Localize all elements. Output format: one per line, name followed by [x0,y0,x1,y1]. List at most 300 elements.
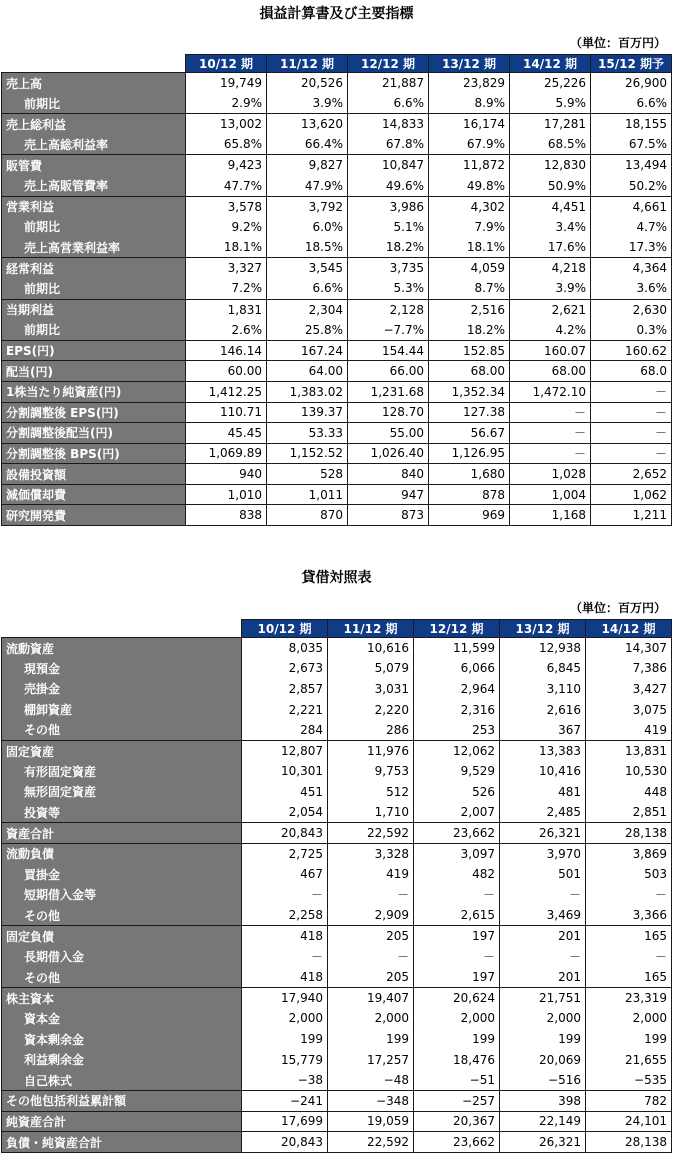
income-table-row [2,114,672,135]
balance-cell: 3,075 [586,699,672,720]
balance-table-row [2,782,672,803]
balance-row-label: 利益剰余金 [2,1049,242,1070]
income-cell: 65.8% [186,134,267,155]
balance-column-header: 14/12 期 [586,620,672,638]
income-cell: － [510,402,591,423]
income-row-label: 売上高営業利益率 [2,237,186,258]
balance-cell: 20,367 [414,1111,500,1132]
balance-table-row [2,1049,672,1070]
income-cell: 20,526 [267,73,348,94]
income-cell: 878 [429,484,510,505]
income-cell: 947 [348,484,429,505]
income-cell: 56.67 [429,423,510,444]
balance-row-label: 資本剰余金 [2,1029,242,1050]
balance-cell: 2,316 [414,699,500,720]
income-cell: 14,833 [348,114,429,135]
balance-row-label: 固定資産 [2,740,242,761]
income-cell: 60.00 [186,361,267,382]
balance-cell: 1,710 [328,802,414,823]
balance-cell: 10,416 [500,761,586,782]
balance-cell: −38 [242,1070,328,1091]
income-cell: 68.5% [510,134,591,155]
income-table-row [2,299,672,320]
balance-cell: 20,843 [242,823,328,844]
income-row-label: 経常利益 [2,258,186,279]
income-cell: 4,218 [510,258,591,279]
balance-cell: 17,699 [242,1111,328,1132]
balance-cell: −257 [414,1091,500,1112]
income-cell: 19,749 [186,73,267,94]
balance-cell: 2,615 [414,905,500,926]
income-row-label: EPS(円) [2,340,186,361]
income-cell: 17,281 [510,114,591,135]
balance-cell: 2,909 [328,905,414,926]
income-table-row [2,134,672,155]
income-cell: 528 [267,464,348,485]
balance-cell: － [242,885,328,906]
income-table-row [2,196,672,217]
balance-cell: 201 [500,967,586,988]
income-table-row [2,443,672,464]
income-row-label: 1株当たり純資産(円) [2,381,186,402]
balance-table-row [2,658,672,679]
income-cell: 9.2% [186,217,267,238]
income-cell: 1,168 [510,505,591,526]
balance-cell: 28,138 [586,1132,672,1153]
balance-cell: 22,592 [328,823,414,844]
balance-row-label: 流動負債 [2,843,242,864]
income-table-row [2,361,672,382]
income-table-row [2,320,672,341]
balance-cell: 467 [242,864,328,885]
income-cell: 2,652 [591,464,672,485]
balance-cell: 2,000 [242,1008,328,1029]
balance-cell: 481 [500,782,586,803]
balance-cell: 418 [242,967,328,988]
balance-cell: −516 [500,1070,586,1091]
income-cell: 67.5% [591,134,672,155]
balance-cell: 10,530 [586,761,672,782]
balance-cell: 286 [328,720,414,741]
balance-cell: 2,000 [586,1008,672,1029]
income-cell: 8.7% [429,278,510,299]
balance-cell: 2,258 [242,905,328,926]
income-cell: 870 [267,505,348,526]
balance-table-row [2,905,672,926]
balance-row-label: 自己株式 [2,1070,242,1091]
income-table-row [2,73,672,94]
balance-cell: 23,319 [586,988,672,1009]
balance-cell: 503 [586,864,672,885]
balance-cell: 11,976 [328,740,414,761]
balance-sheet-table [1,619,672,1153]
income-row-label: 配当(円) [2,361,186,382]
income-column-header: 12/12 期 [348,55,429,73]
income-cell: － [591,423,672,444]
balance-cell: 284 [242,720,328,741]
balance-table-row [2,823,672,844]
income-cell: 2,516 [429,299,510,320]
income-row-label: 前期比 [2,217,186,238]
balance-row-label: 流動資産 [2,638,242,659]
balance-cell: 17,940 [242,988,328,1009]
income-cell: 18,155 [591,114,672,135]
income-row-label: 設備投資額 [2,464,186,485]
balance-row-label: その他包括利益累計額 [2,1091,242,1112]
income-row-label: 売上総利益 [2,114,186,135]
income-cell: 25,226 [510,73,591,94]
income-cell: 5.3% [348,278,429,299]
balance-row-label: その他 [2,905,242,926]
income-cell: 66.4% [267,134,348,155]
balance-table-row [2,679,672,700]
balance-cell: 24,101 [586,1111,672,1132]
income-cell: 25.8% [267,320,348,341]
balance-cell: 21,751 [500,988,586,1009]
balance-cell: 2,000 [500,1008,586,1029]
balance-table-row [2,967,672,988]
income-row-label: 営業利益 [2,196,186,217]
income-cell: 17.6% [510,237,591,258]
balance-column-header: 12/12 期 [414,620,500,638]
income-cell: 127.38 [429,402,510,423]
balance-cell: 2,220 [328,699,414,720]
income-cell: 1,831 [186,299,267,320]
income-cell: 49.8% [429,175,510,196]
income-cell: 3.6% [591,278,672,299]
balance-sheet-title: 貸借対照表 [301,570,372,586]
income-row-label: 前期比 [2,320,186,341]
income-row-label: 分割調整後 BPS(円) [2,443,186,464]
balance-row-label: その他 [2,967,242,988]
income-cell: 21,887 [348,73,429,94]
balance-cell: 10,301 [242,761,328,782]
balance-cell: 3,110 [500,679,586,700]
income-table-row [2,217,672,238]
income-cell: 3,327 [186,258,267,279]
income-cell: 160.62 [591,340,672,361]
income-cell: 2,621 [510,299,591,320]
balance-row-label: 棚卸資産 [2,699,242,720]
balance-cell: 199 [328,1029,414,1050]
income-cell: 67.9% [429,134,510,155]
balance-cell: 8,035 [242,638,328,659]
income-cell: 4,364 [591,258,672,279]
balance-row-label: 固定負債 [2,926,242,947]
income-cell: 16,174 [429,114,510,135]
income-cell: −7.7% [348,320,429,341]
income-cell: 2,128 [348,299,429,320]
income-row-label: 売上高販管費率 [2,175,186,196]
income-cell: 152.85 [429,340,510,361]
income-cell: 6.6% [348,93,429,114]
income-cell: － [510,423,591,444]
balance-cell: 199 [242,1029,328,1050]
income-cell: 4,302 [429,196,510,217]
balance-cell: 205 [328,967,414,988]
balance-cell: － [328,885,414,906]
balance-cell: 419 [586,720,672,741]
balance-row-label: 短期借入金等 [2,885,242,906]
balance-cell: 782 [586,1091,672,1112]
income-cell: 2,304 [267,299,348,320]
balance-cell: 3,869 [586,843,672,864]
balance-cell: 2,485 [500,802,586,823]
balance-cell: 3,366 [586,905,672,926]
balance-cell: 253 [414,720,500,741]
balance-cell: −348 [328,1091,414,1112]
income-cell: 64.00 [267,361,348,382]
income-cell: 1,680 [429,464,510,485]
balance-cell: 9,753 [328,761,414,782]
balance-cell: 12,807 [242,740,328,761]
income-cell: 50.9% [510,175,591,196]
balance-cell: 17,257 [328,1049,414,1070]
income-cell: 1,062 [591,484,672,505]
income-cell: 5.1% [348,217,429,238]
balance-cell: 165 [586,967,672,988]
income-cell: 11,872 [429,155,510,176]
balance-cell: 5,079 [328,658,414,679]
balance-cell: － [500,946,586,967]
balance-unit-label: （単位：百万円） [569,601,666,615]
income-cell: 110.71 [186,402,267,423]
income-table-row [2,464,672,485]
balance-column-header: 10/12 期 [242,620,328,638]
balance-cell: 19,407 [328,988,414,1009]
income-cell: 3.4% [510,217,591,238]
income-cell: 13,494 [591,155,672,176]
balance-cell: 7,386 [586,658,672,679]
balance-cell: 12,062 [414,740,500,761]
income-header-corner [2,55,186,73]
balance-cell: −535 [586,1070,672,1091]
balance-cell: 26,321 [500,1132,586,1153]
income-cell: 47.7% [186,175,267,196]
balance-cell: 23,662 [414,1132,500,1153]
balance-row-label: 資本金 [2,1008,242,1029]
balance-cell: 199 [586,1029,672,1050]
income-cell: 50.2% [591,175,672,196]
income-row-label: 売上高 [2,73,186,94]
income-table-row [2,155,672,176]
balance-table-row [2,720,672,741]
balance-cell: 2,851 [586,802,672,823]
income-table-row [2,381,672,402]
income-cell: 2.9% [186,93,267,114]
income-cell: 154.44 [348,340,429,361]
income-cell: 47.9% [267,175,348,196]
balance-row-label: 有形固定資産 [2,761,242,782]
balance-cell: 367 [500,720,586,741]
income-table-row [2,175,672,196]
income-cell: 4,059 [429,258,510,279]
balance-table-row [2,1070,672,1091]
income-cell: 4.2% [510,320,591,341]
income-cell: 6.6% [591,93,672,114]
balance-row-label: 現預金 [2,658,242,679]
balance-cell: 10,616 [328,638,414,659]
balance-cell: 14,307 [586,638,672,659]
balance-row-label: 売掛金 [2,679,242,700]
balance-row-label: 負債・純資産合計 [2,1132,242,1153]
balance-cell: −241 [242,1091,328,1112]
income-cell: 8.9% [429,93,510,114]
income-cell: 1,412.25 [186,381,267,402]
balance-cell: 419 [328,864,414,885]
balance-cell: 3,469 [500,905,586,926]
balance-cell: 2,616 [500,699,586,720]
income-row-label: 販管費 [2,155,186,176]
income-column-header: 10/12 期 [186,55,267,73]
income-cell: 2.6% [186,320,267,341]
income-table-row [2,402,672,423]
balance-table-row [2,864,672,885]
balance-cell: 3,097 [414,843,500,864]
balance-cell: 3,328 [328,843,414,864]
balance-row-label: 長期借入金 [2,946,242,967]
balance-cell: － [414,885,500,906]
income-cell: 49.6% [348,175,429,196]
balance-cell: 482 [414,864,500,885]
balance-cell: 26,321 [500,823,586,844]
balance-cell: 3,970 [500,843,586,864]
income-cell: 840 [348,464,429,485]
balance-cell: 9,529 [414,761,500,782]
income-column-header: 14/12 期 [510,55,591,73]
income-cell: 3,735 [348,258,429,279]
balance-cell: 526 [414,782,500,803]
balance-cell: － [242,946,328,967]
balance-table-row [2,843,672,864]
balance-column-header: 13/12 期 [500,620,586,638]
balance-row-label: 無形固定資産 [2,782,242,803]
balance-cell: 23,662 [414,823,500,844]
income-cell: 1,026.40 [348,443,429,464]
income-cell: 1,069.89 [186,443,267,464]
income-table-row [2,278,672,299]
balance-column-header: 11/12 期 [328,620,414,638]
income-cell: 18.5% [267,237,348,258]
balance-cell: 2,000 [414,1008,500,1029]
income-cell: 4.7% [591,217,672,238]
income-table-row [2,505,672,526]
income-cell: 3,545 [267,258,348,279]
balance-table-row [2,946,672,967]
balance-cell: 2,221 [242,699,328,720]
balance-table-row [2,1029,672,1050]
balance-cell: 15,779 [242,1049,328,1070]
balance-cell: － [586,885,672,906]
income-cell: 3.9% [510,278,591,299]
income-table-row [2,93,672,114]
balance-cell: 11,599 [414,638,500,659]
balance-cell: 201 [500,926,586,947]
balance-table-row [2,1132,672,1153]
income-cell: 9,423 [186,155,267,176]
balance-cell: 2,673 [242,658,328,679]
income-row-label: 前期比 [2,93,186,114]
income-column-header: 13/12 期 [429,55,510,73]
balance-cell: 205 [328,926,414,947]
income-table-row [2,237,672,258]
balance-table-row [2,1111,672,1132]
income-header-row [2,55,672,73]
income-cell: 1,472.10 [510,381,591,402]
income-cell: 9,827 [267,155,348,176]
income-cell: 13,620 [267,114,348,135]
income-cell: 1,211 [591,505,672,526]
income-cell: 17.3% [591,237,672,258]
income-cell: 4,451 [510,196,591,217]
income-cell: 45.45 [186,423,267,444]
balance-cell: 398 [500,1091,586,1112]
balance-table-row [2,740,672,761]
balance-cell: 418 [242,926,328,947]
income-cell: 873 [348,505,429,526]
income-cell: 5.9% [510,93,591,114]
income-cell: 12,830 [510,155,591,176]
balance-cell: 197 [414,926,500,947]
balance-cell: 3,031 [328,679,414,700]
income-cell: 940 [186,464,267,485]
balance-cell: 12,938 [500,638,586,659]
income-cell: 0.3% [591,320,672,341]
income-row-label: 売上高総利益率 [2,134,186,155]
balance-cell: － [414,946,500,967]
balance-cell: 2,725 [242,843,328,864]
income-row-label: 減価償却費 [2,484,186,505]
income-cell: 128.70 [348,402,429,423]
income-statement-title: 損益計算書及び主要指標 [259,6,414,22]
balance-cell: 512 [328,782,414,803]
income-cell: 23,829 [429,73,510,94]
income-cell: 7.9% [429,217,510,238]
income-cell: 68.00 [510,361,591,382]
balance-table-row [2,926,672,947]
income-cell: 3,986 [348,196,429,217]
balance-row-label: 買掛金 [2,864,242,885]
balance-table-row [2,761,672,782]
income-row-label: 研究開発費 [2,505,186,526]
balance-cell: 448 [586,782,672,803]
income-table-row [2,484,672,505]
balance-cell: 19,059 [328,1111,414,1132]
balance-table-row [2,802,672,823]
income-cell: 1,126.95 [429,443,510,464]
balance-cell: 199 [414,1029,500,1050]
income-table-row [2,423,672,444]
balance-row-label: 純資産合計 [2,1111,242,1132]
income-cell: 67.8% [348,134,429,155]
income-cell: 1,231.68 [348,381,429,402]
income-column-header: 15/12 期予 [591,55,672,73]
balance-table-row [2,638,672,659]
income-cell: 1,152.52 [267,443,348,464]
balance-cell: 2,857 [242,679,328,700]
income-cell: 68.00 [429,361,510,382]
income-cell: 160.07 [510,340,591,361]
income-cell: 6.0% [267,217,348,238]
balance-cell: 6,845 [500,658,586,679]
income-cell: 53.33 [267,423,348,444]
income-cell: 4,661 [591,196,672,217]
balance-cell: － [586,946,672,967]
income-cell: 3,578 [186,196,267,217]
income-unit-label: （単位：百万円） [569,36,666,50]
balance-cell: −51 [414,1070,500,1091]
income-cell: 26,900 [591,73,672,94]
